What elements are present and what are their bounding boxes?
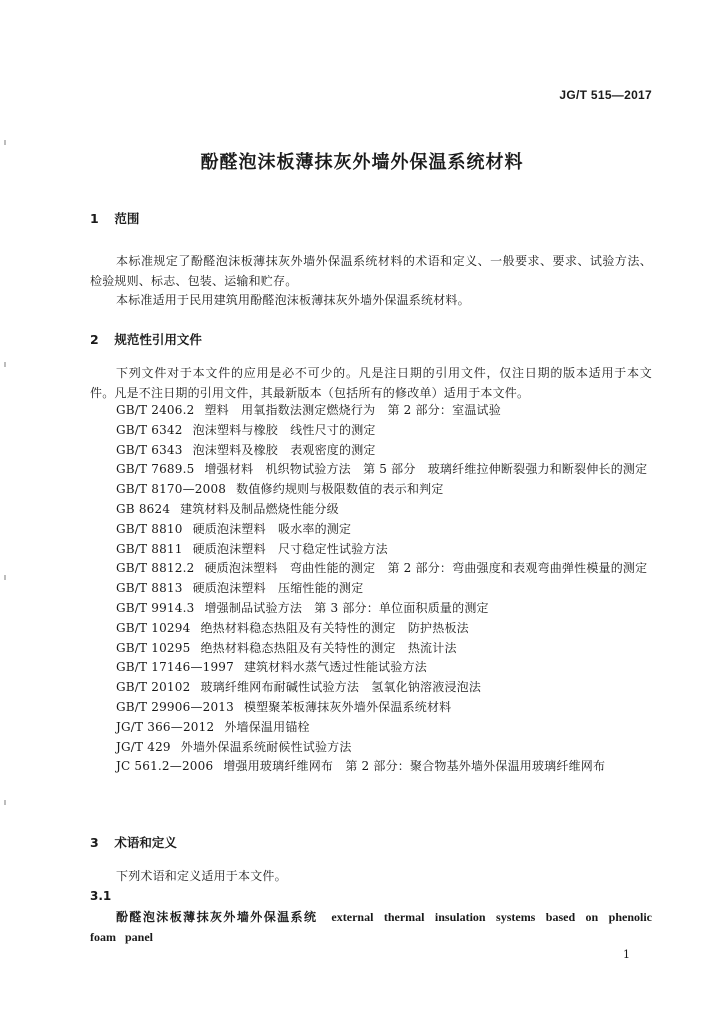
reference-item [90,579,654,599]
reference-item [90,559,654,579]
reference-item [90,619,654,639]
section-title: 术语和定义 [114,835,177,850]
normative-reference-list [90,401,654,777]
reference-item [90,718,654,738]
reference-code: GB/T 2406.2 [116,403,195,417]
reference-title: 外墙保温用锚栓 [224,719,310,734]
scan-edge-mark [4,800,6,805]
reference-title: 泡沫塑料及橡胶 表观密度的测定 [192,442,376,457]
reference-code: GB/T 7689.5 [116,462,195,477]
document-title: 酚醛泡沫板薄抹灰外墙外保温系统材料 [200,152,524,173]
reference-title: 绝热材料稳态热阻及有关特性的测定 防护热板法 [200,620,469,635]
reference-code: GB/T 8812.2 [116,561,195,576]
reference-title: 硬质泡沫塑料 压缩性能的测定 [192,581,364,596]
reference-code: GB/T 29906—2013 [116,699,234,714]
reference-item [90,678,654,698]
section-title: 规范性引用文件 [114,332,202,347]
reference-code: GB/T 20102 [116,680,191,695]
term-english: external thermal insulation systems based on phenolic foam panel [90,910,652,944]
reference-item [90,757,654,777]
reference-title: 外墙外保温系统耐候性试验方法 [180,739,352,754]
reference-item [90,520,654,540]
reference-title: 增强材料 机织物试验方法 第 5 部分 玻璃纤维拉伸断裂强力和断裂伸长的测定 [204,462,648,477]
section-title: 范围 [114,211,140,226]
reference-item [90,639,654,659]
reference-item [90,480,654,500]
reference-code: GB/T 10295 [116,640,191,655]
reference-item [90,738,654,758]
reference-item [90,540,654,560]
reference-item [90,441,654,461]
reference-code: GB/T 8810 [116,521,183,536]
reference-code: GB/T 8811 [116,541,183,556]
section-1-heading [90,209,139,227]
scope-paragraph-2: 本标准适用于民用建筑用酚醛泡沫板薄抹灰外墙外保温系统材料。 [116,293,470,307]
section-number: 3 [90,835,99,850]
reference-title: 模塑聚苯板薄抹灰外墙外保温系统材料 [243,699,452,714]
term-chinese: 酚醛泡沫板薄抹灰外墙外保温系统 [116,910,318,924]
reference-item [90,599,654,619]
page-number: 1 [623,948,630,961]
scope-paragraph-1: 本标准规定了酚醛泡沫板薄抹灰外墙外保温系统材料的术语和定义、一般要求、要求、试验方法、检验规则、标志、包装、运输和贮存。 [90,254,652,288]
reference-code: JG/T 366—2012 [116,719,215,734]
reference-title: 泡沫塑料与橡胶 线性尺寸的测定 [192,422,376,437]
reference-code: GB 8624 [116,501,171,516]
reference-item [90,401,654,421]
reference-code: GB/T 10294 [116,620,191,635]
reference-title: 硬质泡沫塑料 弯曲性能的测定 第 2 部分：弯曲强度和表观弯曲弹性模量的测定 [204,561,648,576]
reference-title: 建筑材料及制品燃烧性能分级 [180,501,339,516]
reference-code: GB/T 8170—2008 [116,482,227,497]
reference-title: 增强用玻璃纤维网布 第 2 部分：聚合物基外墙外保温用玻璃纤维网布 [223,759,606,774]
reference-item [90,658,654,678]
reference-code: JC 561.2—2006 [116,759,214,774]
reference-title: 绝热材料稳态热阻及有关特性的测定 热流计法 [200,640,457,655]
standard-code: JG/T 515—2017 [559,88,652,102]
scan-edge-mark [4,140,6,145]
references-intro: 下列文件对于本文件的应用是必不可少的。凡是注日期的引用文件，仅注日期的版本适用于本文件。凡是不注日期的引用文件，其最新版本（包括所有的修改单）适用于本文件。 [90,366,652,400]
term-entry [90,907,652,947]
reference-title: 建筑材料水蒸气透过性能试验方法 [243,660,427,675]
terms-intro: 下列术语和定义适用于本文件。 [116,869,287,883]
reference-title: 硬质泡沫塑料 吸水率的测定 [192,521,352,536]
section-3-heading [90,833,177,851]
reference-item [90,698,654,718]
section-2-heading [90,330,202,348]
reference-title: 数值修约规则与极限数值的表示和判定 [236,482,444,497]
reference-title: 玻璃纤维网布耐碱性试验方法 氢氧化钠溶液浸泡法 [200,680,482,695]
section-number: 2 [90,332,99,347]
reference-code: GB/T 6342 [116,422,183,437]
clause-number: 3.1 [90,889,112,903]
reference-title: 塑料 用氧指数法测定燃烧行为 第 2 部分：室温试验 [204,403,501,417]
reference-code: GB/T 17146—1997 [116,660,234,675]
reference-code: GB/T 8813 [116,581,183,596]
reference-item [90,500,654,520]
reference-code: GB/T 6343 [116,442,183,457]
reference-item [90,421,654,441]
scan-edge-mark [4,575,6,580]
reference-code: GB/T 9914.3 [116,600,195,615]
reference-title: 硬质泡沫塑料 尺寸稳定性试验方法 [192,541,388,556]
reference-item [90,460,654,480]
section-number: 1 [90,211,99,226]
reference-title: 增强制品试验方法 第 3 部分：单位面积质量的测定 [204,600,489,615]
scan-edge-mark [4,362,6,367]
reference-code: JG/T 429 [116,739,171,754]
